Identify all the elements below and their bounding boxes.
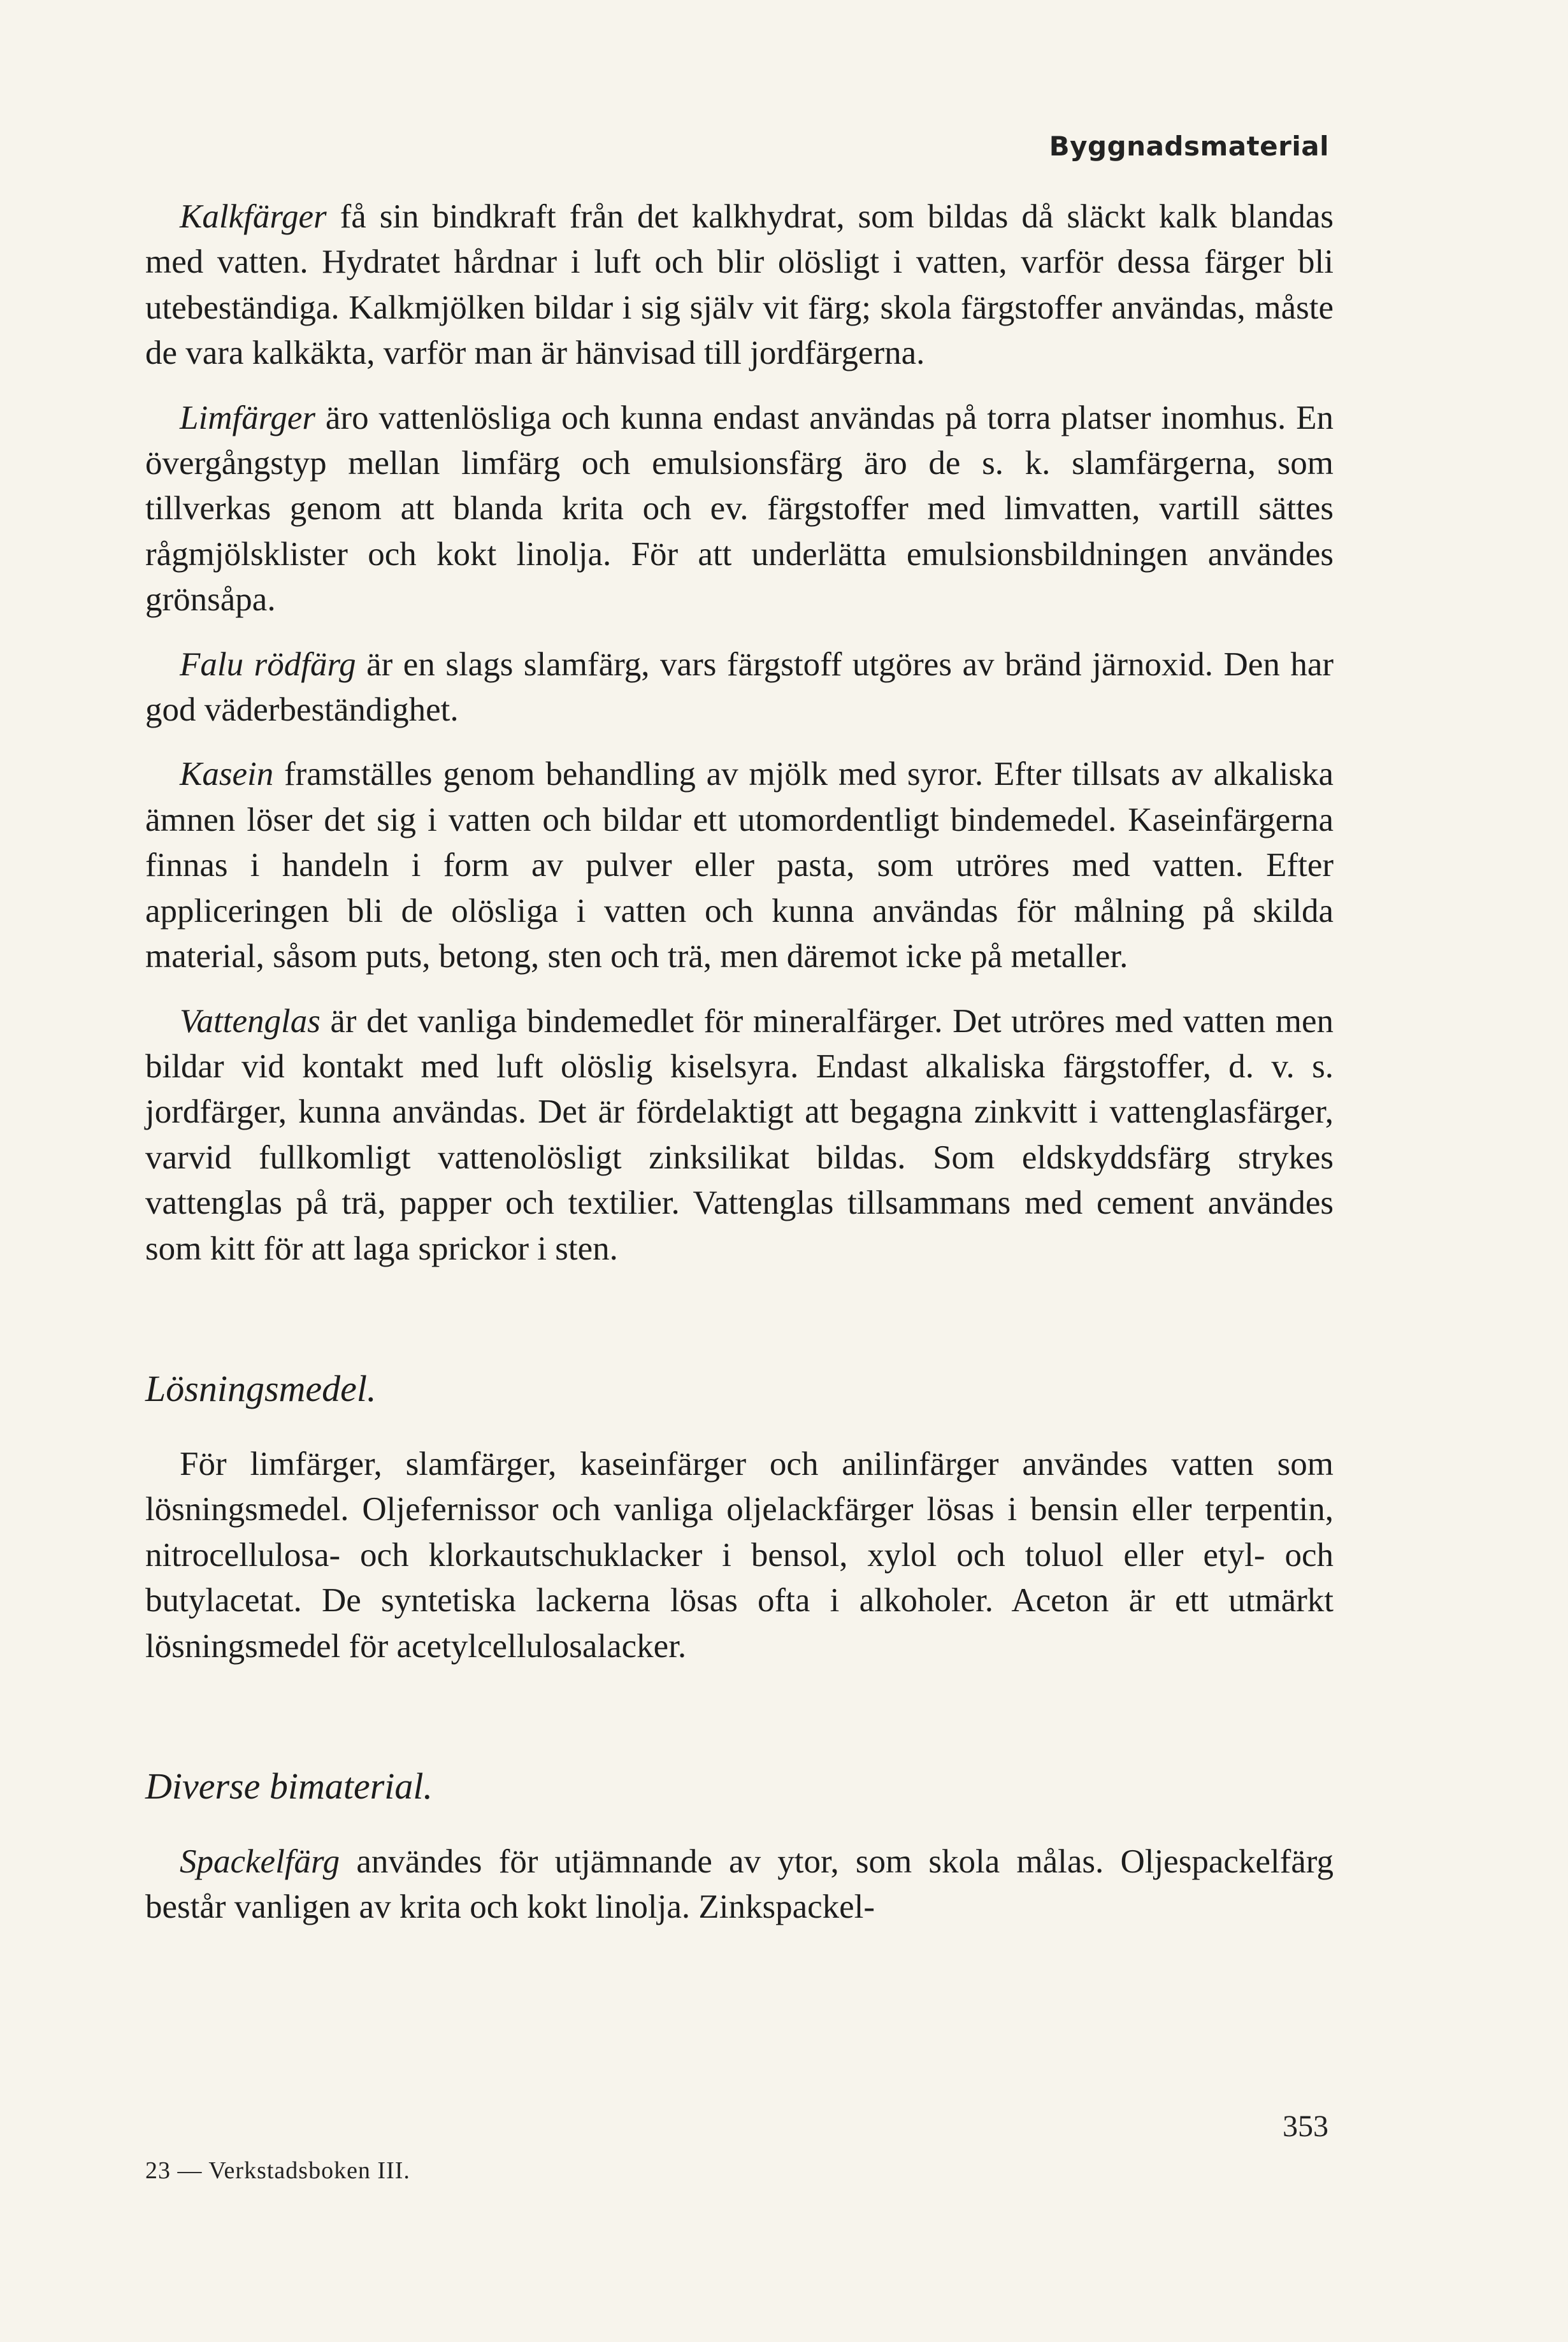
paragraph-kalkfarger xyxy=(145,194,1334,377)
paragraph-spackelfarg xyxy=(145,1839,1334,1930)
section-heading-losningsmedel: Lösningsmedel. xyxy=(145,1367,377,1409)
body-text xyxy=(145,194,1334,1950)
paragraph-losningsmedel: För limfärger, slamfärger, kaseinfärger och anilinfärger användes vatten som lösningsmedel. Oljefernissor och vanliga oljelackfärger lösas i bensin eller terpentin, nitrocellulosa- och klorkautschuklacker i bensol, xylol och toluol eller etyl- och butylacetat. De syntetiska lackerna lösas ofta i alkoholer. Aceton är ett utmärkt lösningsmedel för acetylcellulosalacker. xyxy=(145,1445,1334,1665)
page-number: 353 xyxy=(1283,2109,1328,2143)
term-vattenglas: Vattenglas xyxy=(180,1002,320,1040)
paragraph-falu-rodfarg xyxy=(145,642,1334,733)
section-heading-diverse-bimaterial: Diverse bimaterial. xyxy=(145,1765,433,1807)
paragraph-vattenglas xyxy=(145,999,1334,1272)
term-falu-rodfarg: Falu rödfärg xyxy=(180,645,356,683)
term-limfarger: Limfärger xyxy=(180,399,316,436)
printer-signature: 23 — Verkstadsboken III. xyxy=(145,2157,410,2184)
paragraph-limfarger xyxy=(145,396,1334,623)
paragraph-text: är det vanliga bindemedlet för mineralfärger. Det utröres med vatten men bildar vid kontakt med luft olöslig kiselsyra. Endast alkaliska färgstoffer, d. v. s. jordfärger, kunna användas. Det är fördelaktigt att begagna zinkvitt i vattenglasfärger, varvid fullkomligt vattenolösligt zinksilikat bildas. Som eldskyddsfärg strykes vattenglas på trä, papper och textilier. Vattenglas tillsammans med cement användes som kitt för att laga sprickor i sten. xyxy=(145,1002,1334,1267)
term-kalkfarger: Kalkfärger xyxy=(180,198,327,235)
term-spackelfarg: Spackelfärg xyxy=(180,1843,340,1880)
paragraph-text: äro vattenlösliga och kunna endast användas på torra platser inomhus. En övergångstyp mellan limfärg och emulsionsfärg äro de s. k. slamfärgerna, som tillverkas genom att blanda krita och ev. färgstoffer med limvatten, vartill sättes rågmjölsklister och kokt linolja. För att underlätta emulsionsbildningen användes grönsåpa. xyxy=(145,399,1334,619)
running-head: Byggnadsmaterial xyxy=(1049,131,1329,162)
paragraph-text: få sin bindkraft från det kalkhydrat, som bildas då släckt kalk blandas med vatten. Hydratet hårdnar i luft och blir olösligt i vatten, varför dessa färger bli utebeständiga. Kalkmjölken bildar i sig själv vit färg; skola färgstoffer användas, måste de vara kalkäkta, varför man är hänvisad till jordfärgerna. xyxy=(145,198,1334,372)
paragraph-text: användes för utjämnande av ytor, som skola målas. Oljespackelfärg består vanligen av krita och kokt linolja. Zinkspackel- xyxy=(145,1843,1334,1926)
term-kasein: Kasein xyxy=(180,756,274,793)
paragraph-text: är en slags slamfärg, vars färgstoff utgöres av bränd järnoxid. Den har god väderbeständighet. xyxy=(145,645,1334,729)
paragraph-kasein xyxy=(145,752,1334,979)
paragraph-text: framställes genom behandling av mjölk med syror. Efter tillsats av alkaliska ämnen löser det sig i vatten och bildar ett utomordentligt bindemedel. Kaseinfärgerna finnas i handeln i form av pulver eller pasta, som utröres med vatten. Efter appliceringen bli de olösliga i vatten och kunna användas för målning på skilda material, såsom puts, betong, sten och trä, men däremot icke på metaller. xyxy=(145,756,1334,975)
